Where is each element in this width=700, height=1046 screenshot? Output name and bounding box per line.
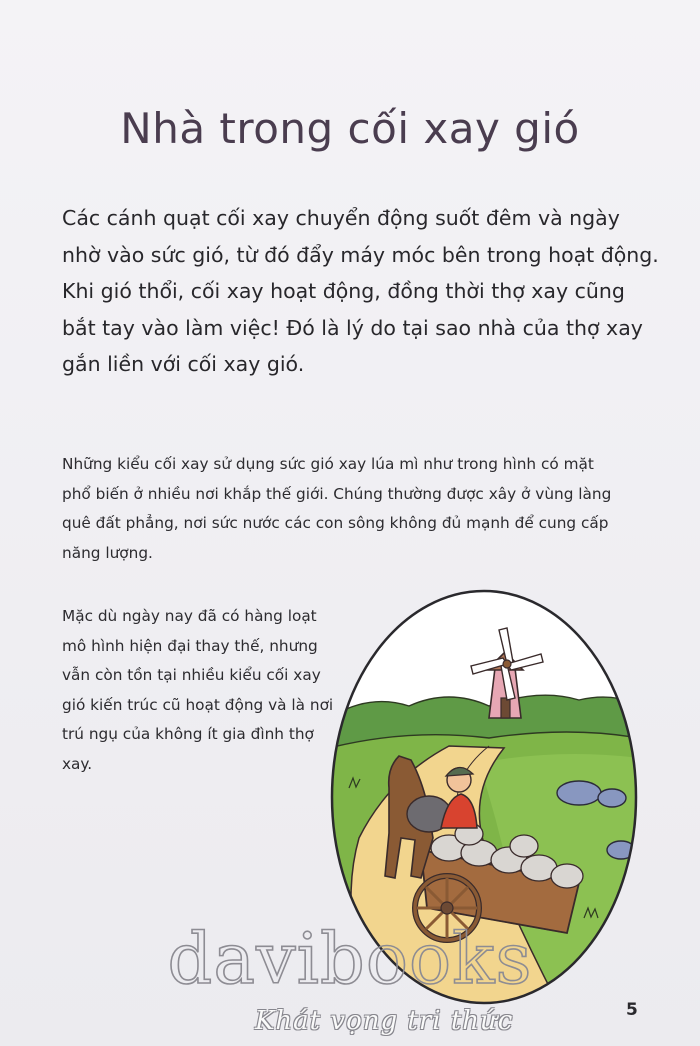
- watermark-tagline: Khát vọng tri thức: [255, 1006, 514, 1036]
- intro-paragraph: Các cánh quạt cối xay chuyển động suốt đêm và ngày nhờ vào sức gió, từ đó đẩy máy móc bên trong hoạt động. Khi gió thổi, cối xay hoạt động, đồng thời thợ xay cũng bắt tay vào làm việc! Đó là lý do tại sao nhà của thợ xay gắn liền với cối xay gió.: [62, 206, 659, 376]
- page-title: Nhà trong cối xay gió: [120, 104, 580, 153]
- page-number: 5: [626, 1000, 638, 1020]
- watermark-logo: davibooks: [167, 918, 533, 1000]
- body-paragraph-3: Mặc dù ngày nay đã có hàng loạt mô hình hiện đại thay thế, nhưng vẫn còn tồn tại nhiều kiểu cối xay gió kiến trúc cũ hoạt động và là nơi trú ngụ của không ít gia đình thợ xay.: [62, 607, 334, 773]
- body-paragraph-2: Những kiểu cối xay sử dụng sức gió xay lúa mì như trong hình có mặt phổ biến ở nhiều nơi khắp thế giới. Chúng thường được xây ở vùng làng quê đất phẳng, nơi sức nước các con sông không đủ mạnh để cung cấp năng lượng.: [62, 455, 612, 562]
